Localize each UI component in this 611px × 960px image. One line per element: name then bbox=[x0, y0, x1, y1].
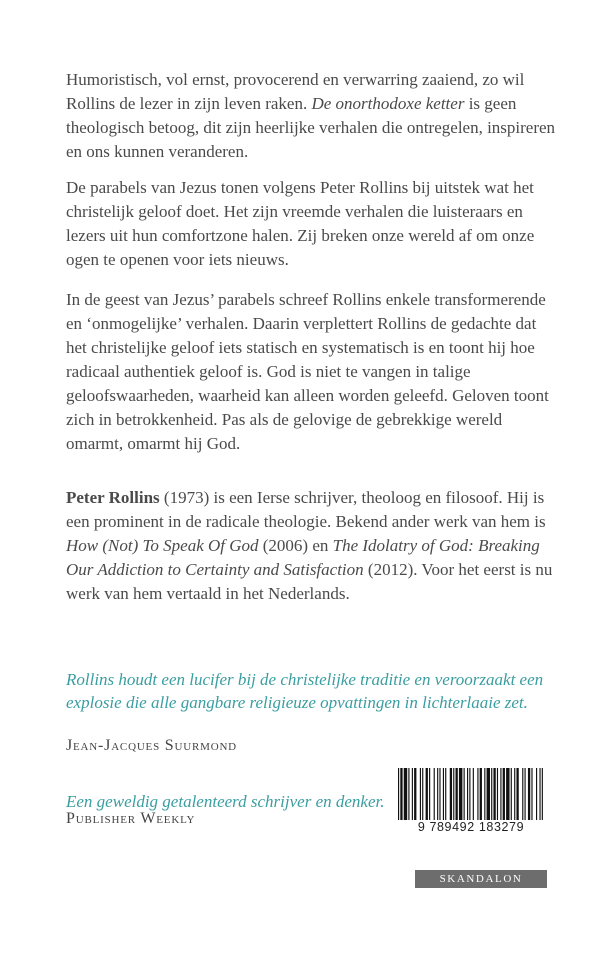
isbn-number: 9 789492 183279 bbox=[396, 820, 546, 834]
endorsement-attribution-2: Publisher Weekly bbox=[66, 810, 196, 827]
endorsement-attribution-1: Jean-Jacques Suurmond bbox=[66, 737, 237, 754]
blurb-paragraph-1-text: Humoristisch, vol ernst, provocerend en verwarring zaaiend, zo wil Rollins de lezer in zijn leven raken. bbox=[66, 70, 525, 113]
book-title: De onorthodoxe ketter bbox=[311, 94, 465, 113]
author-bio-text-3: (2012). Voor het eerst is nu werk van hem vertaald in het Nederlands. bbox=[66, 560, 553, 603]
author-bio-text-2: (2006) en bbox=[258, 536, 333, 555]
other-book-2: The Idolatry of God: Breaking Our Addiction to Certainty and Satisfaction bbox=[66, 536, 540, 579]
author-name: Peter Rollins bbox=[66, 488, 160, 507]
other-book-1: How (Not) To Speak Of God bbox=[66, 536, 259, 555]
blurb-paragraph-1-text-end: is geen theologisch betoog, dit zijn heerlijke verhalen die ontregelen, inspireren en ons kunnen veranderen. bbox=[66, 94, 556, 161]
publisher-logo: SKANDALON bbox=[415, 870, 547, 888]
endorsement-quote-1: Rollins houdt een lucifer bij de christelijke traditie en veroorzaakt een explosie die alle gangbare religieuze opvattingen in lichterlaaie zet. bbox=[66, 670, 544, 712]
blurb-paragraph-2: De parabels van Jezus tonen volgens Peter Rollins bij uitstek wat het christelijk geloof doet. Het zijn vreemde verhalen die luisteraars en lezers uit hun comfortzone halen. Zij breken onze wereld af om onze ogen te openen voor iets nieuws. bbox=[66, 178, 535, 269]
author-bio bbox=[66, 486, 556, 606]
author-bio-text-1: (1973) is een Ierse schrijver, theoloog en filosoof. Hij is een prominent in de radicale theologie. Bekend ander werk van hem is bbox=[66, 488, 546, 531]
blurb-paragraph-3: In de geest van Jezus’ parabels schreef Rollins enkele transformerende en ‘onmogelijke’ verhalen. Daarin verplettert Rollins de gedachte dat het christelijke geloof iets statisch en systematisch is en toont hij hoe radicaal authentiek geloof is. God is niet te vangen in talige geloofswaarheden, waarheid kan alleen worden geleefd. Geloven toont zich in betrokkenheid. Pas als de gelovige de gebrekkige wereld omarmt, omarmt hij God. bbox=[66, 290, 549, 453]
barcode-bars bbox=[396, 768, 546, 828]
isbn-barcode bbox=[396, 768, 546, 850]
endorsement-quote-2: Een geweldig getalenteerd schrijver en denker. bbox=[66, 792, 385, 811]
blurb-paragraph-1 bbox=[66, 68, 556, 164]
